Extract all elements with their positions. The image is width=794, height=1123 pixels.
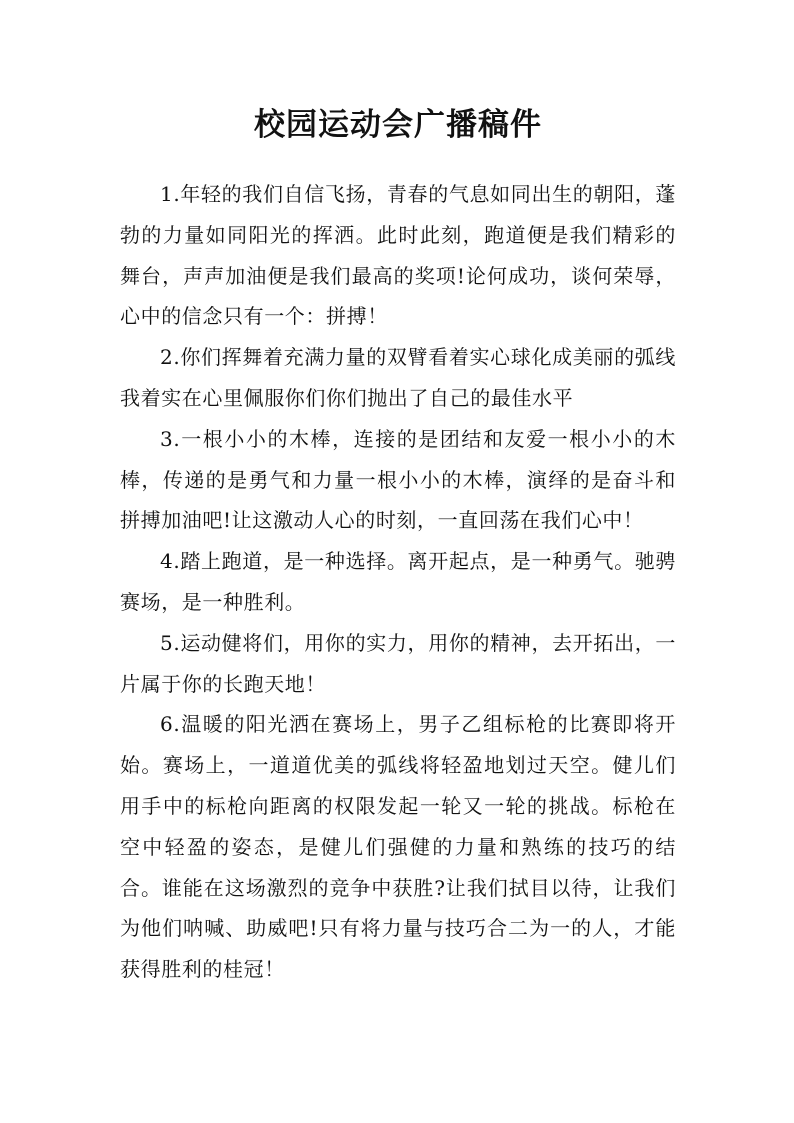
paragraph-5: 5.运动健将们，用你的实力，用你的精神，去开拓出，一片属于你的长跑天地！ bbox=[120, 630, 676, 696]
paragraph-2: 2.你们挥舞着充满力量的双臂看着实心球化成美丽的弧线我着实在心里佩服你们你们抛出了自己的最佳水平 bbox=[120, 345, 676, 410]
paragraph-3: 3.一根小小的木棒，连接的是团结和友爱一根小小的木棒，传递的是勇气和力量一根小小的木棒，演绎的是奋斗和拼搏加油吧!让这激动人心的时刻，一直回荡在我们心中！ bbox=[120, 426, 676, 533]
page-title: 校园运动会广播稿件 bbox=[254, 107, 542, 143]
paragraph-6: 6.温暖的阳光洒在赛场上，男子乙组标枪的比赛即将开始。赛场上，一道道优美的弧线将轻盈地划过天空。健儿们用手中的标枪向距离的权限发起一轮又一轮的挑战。标枪在空中轻盈的姿态，是健儿们强健的力量和熟练的技巧的结合。谁能在这场激烈的竞争中获胜?让我们拭目以待，让我们为他们呐喊、助威吧!只有将力量与技巧合二为一的人，才能获得胜利的桂冠！ bbox=[120, 712, 676, 982]
paragraph-1: 1.年轻的我们自信飞扬，青春的气息如同出生的朝阳，蓬勃的力量如同阳光的挥洒。此时此刻，跑道便是我们精彩的舞台，声声加油便是我们最高的奖项!论何成功，谈何荣辱，心中的信念只有一个：拼搏！ bbox=[120, 182, 676, 329]
paragraph-4: 4.踏上跑道，是一种选择。离开起点，是一种勇气。驰骋赛场，是一种胜利。 bbox=[120, 549, 676, 614]
document-body bbox=[120, 174, 676, 990]
